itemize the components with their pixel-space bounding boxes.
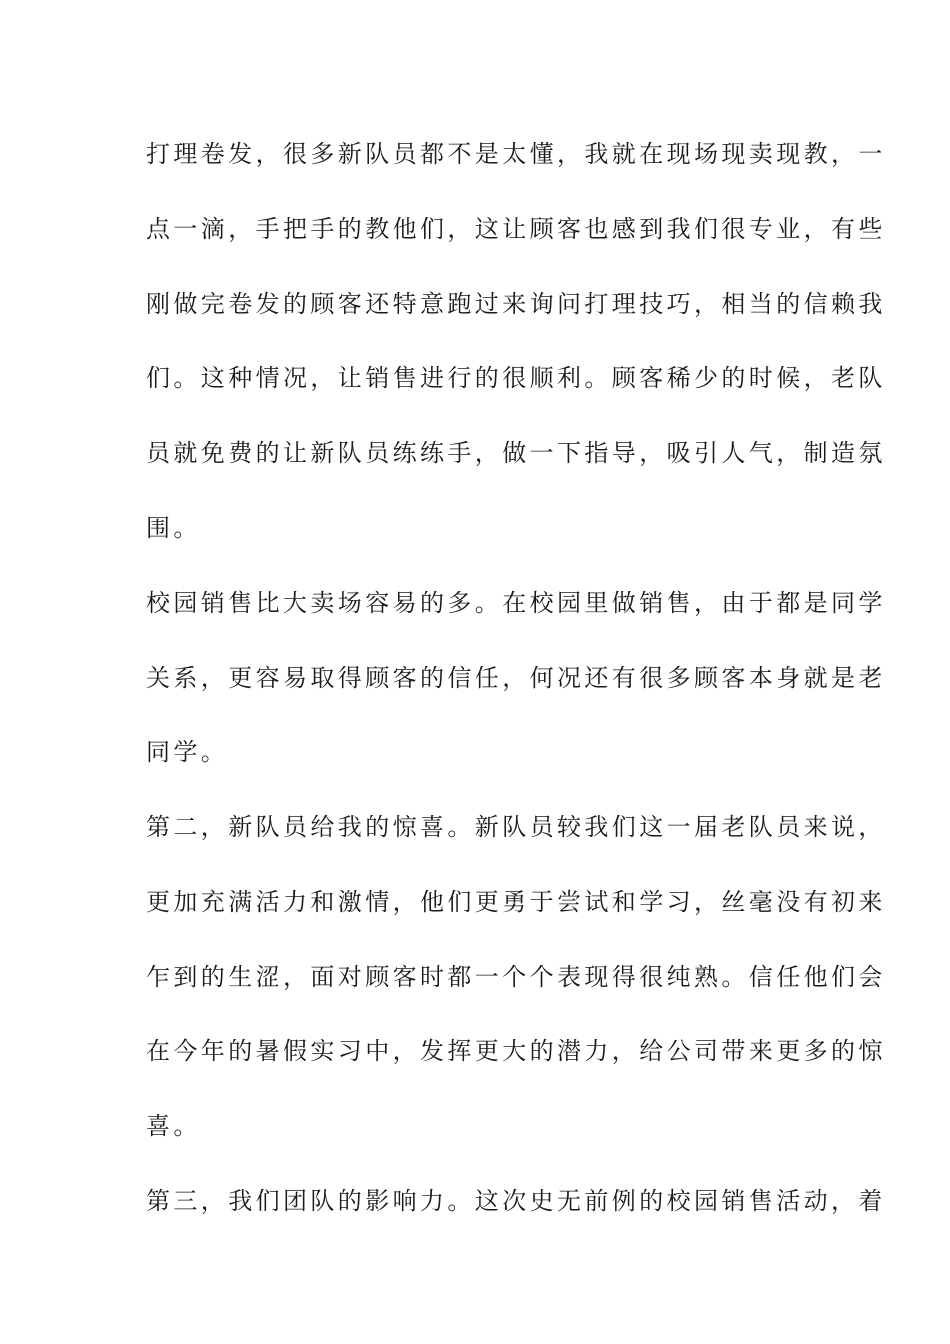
text-line: 围。 <box>146 514 201 542</box>
text-line: 乍到的生涩，面对顾客时都一个个表现得很纯熟。信任他们会 <box>146 963 886 991</box>
text-line: 第二，新队员给我的惊喜。新队员较我们这一届老队员来说， <box>146 813 886 841</box>
text-line: 员就免费的让新队员练练手，做一下指导，吸引人气，制造氛 <box>146 439 886 467</box>
text-line: 点一滴，手把手的教他们，这让顾客也感到我们很专业，有些 <box>146 215 886 243</box>
text-line: 在今年的暑假实习中，发挥更大的潜力，给公司带来更多的惊 <box>146 1037 886 1065</box>
text-line: 喜。 <box>146 1112 201 1140</box>
text-line: 关系，更容易取得顾客的信任，何况还有很多顾客本身就是老 <box>146 664 886 692</box>
text-line: 刚做完卷发的顾客还特意跑过来询问打理技巧，相当的信赖我 <box>146 290 886 318</box>
text-line: 们。这种情况，让销售进行的很顺利。顾客稀少的时候，老队 <box>146 364 886 392</box>
text-line: 校园销售比大卖场容易的多。在校园里做销售，由于都是同学 <box>146 589 886 617</box>
text-line: 同学。 <box>146 738 229 766</box>
text-line: 第三，我们团队的影响力。这次史无前例的校园销售活动，着 <box>146 1187 886 1215</box>
text-line: 打理卷发，很多新队员都不是太懂，我就在现场现卖现教，一 <box>146 140 886 168</box>
text-line: 更加充满活力和激情，他们更勇于尝试和学习，丝毫没有初来 <box>146 888 886 916</box>
